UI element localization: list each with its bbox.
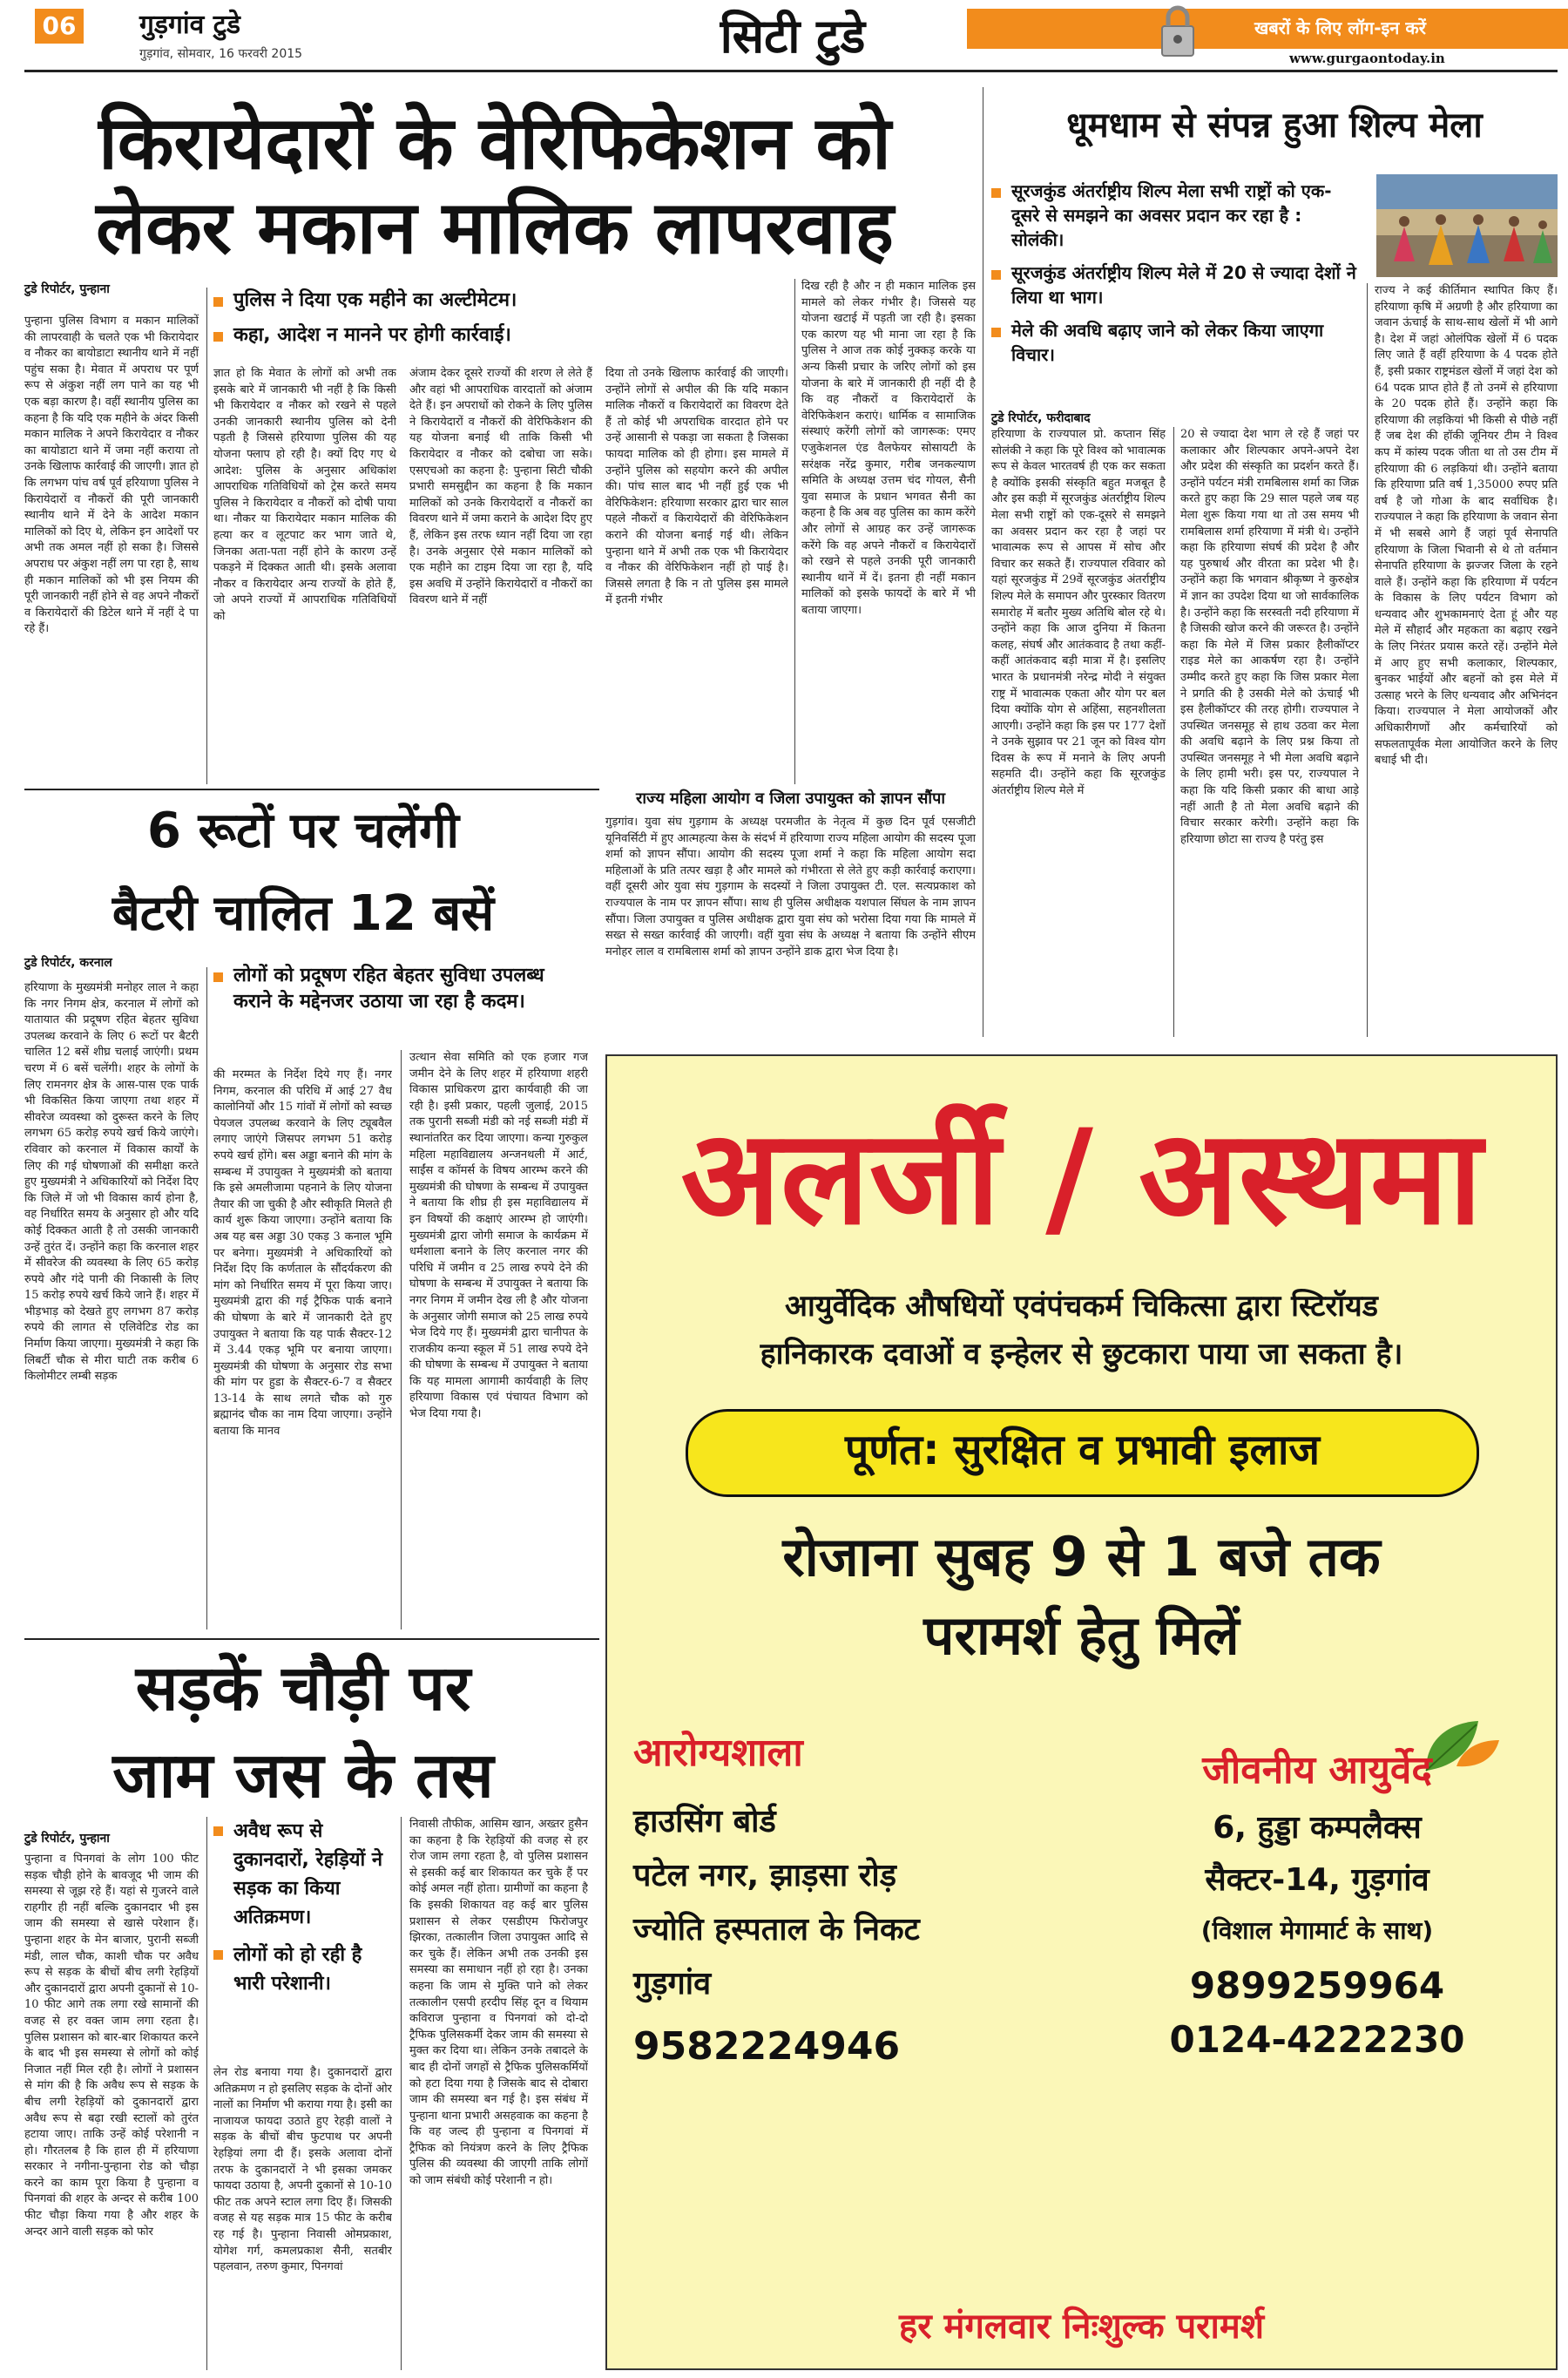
ad-line2: हानिकारक दवाओं व इन्हेलर से छुटकारा पाया जा सकता है। [760,1337,1403,1372]
headline-line2: लेकर मकान मालिक लापरवाह [96,185,894,270]
column-divider [401,1050,402,1629]
byline: टुडे रिपोर्टर, करनाल [24,956,112,970]
login-banner[interactable] [967,9,1568,49]
section-rule [24,789,599,790]
date-line: गुड़गांव, सोमवार, 16 फरवरी 2015 [139,47,303,61]
header-rule [24,70,1558,72]
column-divider [1173,427,1174,1037]
left-clinic-addr2: पटेल नगर, झाड़सा रोड़ [633,1858,897,1894]
lock-icon [1157,3,1199,61]
highlight-box [213,963,588,1024]
right-clinic-phone2[interactable]: 0124-4222230 [1169,2018,1465,2061]
left-clinic-addr1: हाउसिंग बोर्ड [633,1804,776,1839]
left-clinic [633,1727,1051,2076]
headline: धूमधाम से संपन्न हुआ शिल्प मेला [1066,105,1483,146]
right-clinic-addr1: 6, हुड्डा कम्पलैक्स [1213,1810,1422,1846]
website-link[interactable]: www.gurgaontoday.in [1289,51,1445,66]
paper-name: गुड़गांव टुडे [139,10,240,40]
login-text: खबरों के लिए लॉग-इन करें [1254,17,1426,38]
article-column: लेन रोड बनाया गया है। दुकानदारों द्वारा अतिक्रमण न हो इसलिए सड़क के दोनों ओर नालों का निर्माण भी कराया गया है। इसी का नाजायज फायदा उठाते हुए रेहड़ी वालों ने सड़क के बीचों बीच फुटपाथ पर अपनी रेहड़ियां लगा दी हैं। इसके अलावा दोनों तरफ के दुकानदारों ने भी इसका जमकर फायदा उठाया है, अपनी दुकानों से 10-10 फीट तक अपने स्टाल लगा दिए हैं। जिसकी वजह से यह सड़क मात्र 15 फीट के करीब रह गई है। पुन्हाना निवासी ओमप्रकाश, योगेश गर्ग, कमलप्रकाश सैनी, सतबीर पहलवान, तरुण कुमार, पिनगवां [213,2066,392,2274]
brief-headline: राज्य महिला आयोग व जिला उपायुक्त को ज्ञापन सौंपा [636,789,945,808]
ad-line1: आयुर्वेदिक औषधियों एवंपंचकर्म चिकित्सा द्वारा स्टिरॉयड [785,1289,1378,1324]
byline: टुडे रिपोर्टर, फरीदाबाद [991,411,1091,425]
highlight-item: मेले की अवधि बढ़ाए जाने को लेकर किया जाएगा विचार। [991,318,1357,367]
highlight-item: सूरजकुंड अंतर्राष्ट्रीय शिल्प मेले में 20 से ज्यादा देशों ने लिया था भाग। [991,261,1357,309]
right-clinic-name: जीवनीय आयुर्वेद [1202,1748,1432,1792]
fair-photo [1376,174,1558,277]
allergy-asthma-ad[interactable] [605,1054,1558,2370]
column-divider [794,279,795,784]
section-rule [24,1638,599,1640]
article-column: पुन्हाना पुलिस विभाग व मकान मालिकों की लापरवाही के चलते एक भी किरायेदार व नौकर का बायोडाटा स्थानीय थाने में नहीं पहुंच सका है। मेवात में अपराध पर पूर्ण रूप से अंकुश नहीं लग पाने का यह भी एक बड़ा कारण है। वहीं स्थानीय पुलिस का कहना है कि यदि एक महीने के अंदर किसी मकान मालिक ने अपने किरायेदार व नौकर का बायोडाटा थाने में जमा नहीं कराया तो उनके खिलाफ कार्रवाई की जाएगी। ज्ञात हो कि लगभग पांच वर्ष पूर्व हरियाणा पुलिस ने किरायेदारों व नौकरों की पूरी जानकारी स्थानीय थाने में देने के आदेश मकान मालिकों को दिए थे, लेकिन इन आदेशों पर अभी तक अमल नहीं हो सका है। जिससे अपराध पर अंकुश नहीं लग पा रहा है, साथ ही मकान मालिकों को भी इस नियम की पूरी जानकारी नहीं होने से वह अपने नौकरों व किरायेदारों की डिटेल थाने में नहीं दे पा रहे हैं। [24,315,199,636]
column-divider [206,288,207,784]
right-clinic [1095,1745,1539,2067]
article-column: की मरम्मत के निर्देश दिये गए हैं। नगर निगम, करनाल की परिधि में आई 27 वैध कालोनियों और 15 गांवों में लोगों को स्वच्छ पेयजल उपलब्ध करवाने के लिए ट्यूबवैल लगाए जाएंगे जिसपर लगभग 51 करोड़ रुपये खर्च होंगे। बस अड्डा बनाने की मांग के सम्बन्ध में उपायुक्त ने मुख्यमंत्री को बताया कि इसे अमलीजामा पहनाने के लिए योजना तैयार की जा चुकी है और स्वीकृति मिलते ही कार्य शुरू किया जाएगा। उन्होंने बताया कि अब यह बस अड्डा 30 एकड़ 3 कनाल भूमि पर बनेगा। मुख्यमंत्री ने अधिकारियों को निर्देश दिए कि कर्णताल के सौंदर्यकरण की मांग को निर्धारित समय में पूरा किया जाए। मुख्यमंत्री द्वारा की गई ट्रैफिक पार्क बनाने की घोषणा के बारे में जानकारी देते हुए उपायुक्त ने बताया कि यह पार्क सैक्टर-12 में 3.44 एकड़ भूमि पर बनाया जाएगा। मुख्यमंत्री की घोषणा के अनुसार रोड सभा की मांग पर हुडा के सैक्टर-6-7 व सैक्टर 13-14 के साथ लगते चौक को गुरु ब्रह्मानंद चौक का नाम दिया जाएगा। उन्होंने बताया कि मानव [213,1068,392,1439]
section-title: सिटी टुडे [720,9,866,64]
byline: टुडे रिपोर्टर, पुन्हाना [24,1832,110,1846]
article-column: हरियाणा के मुख्यमंत्री मनोहर लाल ने कहा कि नगर निगम क्षेत्र, करनाल में लोगों को यातायात की प्रदूषण रहित बेहतर सुविधा उपलब्ध करवाने के लिए 6 रूटों पर बैटरी चालित 12 बसें शीघ्र चलाई जाएंगी। प्रथम चरण में 6 बसें चलेंगी। शहर के लोगों के लिए रामनगर क्षेत्र के आस-पास एक पार्क भी विकसित किया जाएगा तथा शहर में सीवरेज व्यवस्था को दुरूस्त करने के लिए लगभग 65 करोड़ रुपये खर्च किये जाएंगे। रविवार को करनाल में विकास कार्यों के लिए की गई घोषणाओं की समीक्षा करते हुए मुख्यमंत्री ने अधिकारियों को निर्देश दिए कि जिले में जो भी विकास कार्य होना है, वह निर्धारित समय के अनुसार हो और यदि कोई दिक्कत आती है तो उसकी जानकारी उन्हें तुरंत दें। उन्होंने कहा कि करनाल शहर में सीवरेज की व्यवस्था के लिए 65 करोड़ रुपये और गंदे पानी की निकासी के लिए 15 करोड़ रुपये खर्च किये जाने हैं। शहर में भीड़भाड़ को देखते हुए लगभग 87 करोड़ रुपये की लागत से एलिवेटिड रोड का निर्माण किया जाएगा। मुख्यमंत्री ने कहा कि लिबर्टी चौक से मीरा घाटी तक करीब 6 किलोमीटर लम्बी सड़क [24,981,199,1384]
column-divider [206,967,207,1629]
highlight-item: कहा, आदेश न मानने पर होगी कार्रवाई। [213,322,666,349]
right-clinic-addr2: सैक्टर-14, गुड़गांव [1205,1862,1429,1898]
ad-footer: हर मंगलवार निःशुल्क परामर्श [898,2307,1265,2347]
highlight-item: पुलिस ने दिया एक महीने का अल्टीमेटम। [213,288,666,314]
article-column: हरियाणा के राज्यपाल प्रो. कप्तान सिंह सोलंकी ने कहा कि पूरे विश्व को भावात्मक रूप से केवल भारतवर्ष ही एक कर सकता है क्योंकि इसकी संस्कृति बहुत मजबूत है और इस कड़ी में सूरजकुंड अंतर्राष्ट्रीय शिल्प मेला सभी राष्ट्रों को एक-दूसरे से समझने का अवसर प्रदान कर रहा है जहां पर भावात्मक रूप से आपस में सोच और विचार कर सकते हैं। राज्यपाल रविवार को यहां सूरजकुंड में 29वें सूरजकुंड अंतर्राष्ट्रीय शिल्प मेले के समापन और पुरस्कार वितरण समारोह में बतौर मुख्य अतिथि बोल रहे थे। उन्होंने कहा कि आज दुनिया में कितना कलह, संघर्ष और आतंकवाद है तथा कहीं-कहीं आतंकवाद बड़ी मात्रा में है। इसलिए भारत के प्रधानमंत्री नरेन्द्र मोदी ने संयुक्त राष्ट्र में भावात्मक एकता और योग पर बल दिया क्योंकि योग से अहिंसा, सहनशीलता आएगी। उन्होंने कहा कि इस पर 177 देशों ने उनके सुझाव पर 21 जून को विश्व योग दिवस के रूप में मनाने के लिए अपनी सहमति दी। उन्होंने कहा कि सूरजकुंड अंतर्राष्ट्रीय शिल्प मेले में [991,428,1166,798]
ad-banner-text: पूर्णत: सुरक्षित व प्रभावी इलाज [844,1426,1321,1474]
ad-banner [686,1409,1479,1497]
headline-line2: जाम जस के तस [112,1738,494,1812]
article-column: राज्य ने कई कीर्तिमान स्थापित किए हैं। हरियाणा कृषि में अग्रणी है और हरियाणा का जवान ऊंचाई के साथ-साथ खेलों में भी आगे है। देश में जहां ओलंपिक खेलों में 6 पदक लिए जाते हैं वहीं हरियाणा के 4 पदक होते हैं, इसी प्रकार राष्ट्रमंडल खेलों में जहां देश को 64 पदक प्राप्त होते हैं तो उनमें से हरियाणा के 20 पदक होते हैं। उन्होंने कहा कि हरियाणा की लड़कियां भी किसी से पीछे नहीं हैं जब देश की हॉकी जूनियर टीम ने विश्व कप में कांस्य पदक जीता था तो उस टीम में हरियाणा की 6 लड़कियां थी। उन्होंने बताया कि हरियाणा प्रति वर्ष 1,35000 रुपए प्रति वर्ष है जो गोआ के बाद सर्वाधिक है। राज्यपाल ने कहा कि हरियाणा के जवान सेना में भी सबसे आगे हैं जहां पूर्व सेनापति हरियाणा के जिला भिवानी से थे तो वर्तमान सेनापति हरियाणा के झज्जर जिला के रहने वाले हैं। उन्होंने कहा कि हरियाणा में पर्यटन के विकास के लिए पर्यटन विभाग को धन्यवाद और शुभकामनाएं देता हूं और यह मेले में सौहार्द और महकता का बढ़ाए रखने के लिए निरंतर प्रयास करते रहें। उन्होंने मेले में आए हुए सभी कलाकार, शिल्पकार, बुनकर भाईयों और बहनों को इस मेले में उत्साह भरने के लिए धन्यवाद और अभिनंदन किया। राज्यपाल ने मेला आयोजकों और अधिकारीगणों और कर्मचारियों को सफलतापूर्वक मेला आयोजित करने के लिए बधाई भी दी। [1375,284,1558,768]
brief-commission-memo [605,789,976,1037]
right-clinic-addr3: (विशाल मेगामार्ट के साथ) [1200,1916,1434,1945]
headline-line1: किरायेदारों के वेरिफिकेशन को [98,100,891,186]
left-clinic-addr3: ज्योति हस्पताल के निकट [633,1912,920,1948]
article-column: दिया तो उनके खिलाफ कार्रवाई की जाएगी। उन्होंने लोगों से अपील की कि यदि मकान मालिक नौकरों व किरायेदारों का विवरण देते हैं तो कोई भी अपराधिक वारदात होने पर उन्हें आसानी से पकड़ा जा सकता है जिसका फायदा मालिक को ही होगा। इस मामले में उन्होंने पुलिस को सहयोग करने की अपील की। पांच साल बाद भी नहीं हुई एक भी वेरिफिकेशन: हरियाणा सरकार द्वारा चार साल पहले नौकरों व किरायेदारों की वेरिफिकेशन कराने की योजना बनाई गई थी। लेकिन पुन्हाना थाने में अभी तक एक भी किरायेदार व नौकर की वेरिफिकेशन नहीं हो पाई है। जिससे लगता है कि न तो पुलिस इस मामले में इतनी गंभीर [605,367,788,607]
highlight-box [213,1817,396,2007]
masthead [0,0,1568,70]
article-column: पुन्हाना व पिनगवां के लोग 100 फीट सड़क चौड़ी होने के बावजूद भी जाम की समस्या से जूझ रहे हैं। यहां से गुजरने वाले राहगीर ही नहीं बल्कि दुकानदार भी इस जाम की समस्या से खासे परेशान हैं। पुन्हाना शहर के मेन बाजार, पुरानी सब्जी मंडी, लाल चौक, काशी चौक पर अवैध रूप से सड़क के बीचों बीच लगी रेहड़ियों और दुकानदारों द्वारा अपनी दुकानों से 10-10 फीट आगे तक लगा रखे सामानों की वजह से हर वक्त जाम लगा रहता है। पुलिस प्रशासन को बार-बार शिकायत करने के बाद भी इस समस्या से लोगों को कोई निजात नहीं मिल रही है। लोगों ने प्रशासन से मांग की है कि अवैध रूप से सड़क के बीच लगी रेहड़ियों को दुकानदारों द्वारा अवैध रूप से बढ़ा रखी स्टालों को तुरंत हटाया जाए। ताकि उन्हें कोई परेशानी न हो। गौरतलब है कि हाल ही में हरियाणा सरकार ने नगीना-पुन्हाना रोड को चौड़ा करने का काम पूरा किया है पुन्हाना व पिनगवां की शहर के अन्दर से करीब 100 फीट चौड़ा किया गया है और शहर के अन्दर आने वाली सड़क को फोर [24,1853,199,2239]
headline-line1: 6 रूटों पर चलेंगी [147,803,459,859]
headline-line1: सड़कें चौड़ी पर [135,1651,471,1724]
highlight-item: सूरजकुंड अंतर्राष्ट्रीय शिल्प मेला सभी राष्ट्रों को एक-दूसरे से समझने का अवसर प्रदान कर रहा है : सोलंकी। [991,179,1357,252]
highlight-item: लोगों को प्रदूषण रहित बेहतर सुविधा उपलब्ध कराने के मद्देनजर उठाया जा रहा है कदम। [213,963,588,1015]
highlight-box [213,288,666,357]
article-column: ज्ञात हो कि मेवात के लोगों को अभी तक इसके बारे में जानकारी भी नहीं है कि किसी भी किरायेदार व नौकर को रखने से पहले उनकी जानकारी स्थानीय पुलिस को देनी पड़ती है जिससे हरियाणा पुलिस की यह योजना फ्लाप हो रही है। क्यों दिए गए थे आदेश: पुलिस के अनुसार अधिकांश आपराधिक गतिविधियों को ट्रेस करते समय पुलिस ने किरायेदार व नौकरों को दोषी पाया था। नौकर या किरायेदार मकान मालिक की हत्या कर व लूटपाट कर भाग जाते थे, जिनका अता-पता नहीं होने के कारण उन्हें पकड़ने में दिक्कत आती थी। इसके अलावा नौकर व किरायेदार अन्य राज्यों के होते हैं, जो अपने राज्यों में आपराधिक गतिविधियों को [213,367,396,623]
byline: टुडे रिपोर्टर, पुन्हाना [24,282,110,296]
article-column: अंजाम देकर दूसरे राज्यों की शरण ले लेते हैं और वहां भी आपराधिक वारदातों को अंजाम देते हैं। इन अपराधों को रोकने के लिए पुलिस ने किरायेदारों व नौकरों की वेरिफिकेशन की यह योजना बनाई थी ताकि किसी भी किरायेदार व नौकर को दबोचा जा सके। एसएचओ का कहना है: पुन्हाना सिटी चौकी प्रभारी समसुद्दीन का कहना है कि मकान मालिकों को उनके किरायेदारों व नौकरों का विवरण थाने में जमा कराने के आदेश दिए हुए हैं, लेकिन इस तरफ ध्यान नहीं दिया जा रहा है। उनके अनुसार ऐसे मकान मालिकों को एक महीने का टाइम दिया जा रहा है, यदि इस अवधि में उन्होंने किरायेदारों व नौकरों का विवरण थाने में नहीं [409,367,592,607]
ad-timing-line2: परामर्श हेतु मिलें [923,1603,1240,1667]
headline-line2: बैटरी चालित 12 बसें [112,885,495,942]
left-clinic-phone[interactable]: 9582224946 [633,2024,901,2069]
column-divider [206,1817,207,2370]
article-column: 20 से ज्यादा देश भाग ले रहे हैं जहां पर कलाकार और शिल्पकार अपने-अपने देश और प्रदेश की संस्कृति का प्रदर्शन करते हैं। उन्होंने पर्यटन मंत्री रामबिलास शर्मा का जिक्र करते हुए कहा कि 29 साल पहले जब यह मेला शुरू किया गया था तो उस समय भी रामबिलास शर्मा हरियाणा में मंत्री थे। उन्होंने कहा कि हरियाणा संघर्ष की प्रदेश है और यह पुरुषार्थ और वीरता का प्रदेश भी है। उन्होंने कहा कि भगवान श्रीकृष्ण ने कुरुक्षेत्र में ज्ञान का उपदेश दिया था जो सार्वकालिक है। उन्होंने कहा कि सरस्वती नदी हरियाणा में है जिसकी खोज करने की जरूरत है। उन्होंने कहा कि मेले में जिस प्रकार हैलीकॉप्टर राइड मेले का आकर्षण रहा है। उन्होंने उम्मीद करते हुए कहा कि जिस प्रकार मेला ने प्रगति की है उसकी मेले को ऊंचाई भी इस हैलीकॉप्टर की तरह होगी। राज्यपाल ने उपस्थित जनसमूह से हाथ उठवा कर मेला की अवधि बढ़ाने के लिए प्रश्न किया तो उपस्थित जनसमूह ने भी मेला अवधि बढ़ाने के लिए हामी भरी। इस पर, राज्यपाल ने कहा कि यदि किसी प्रकार की बाधा आड़े नहीं आती है तो मेला अवधि बढ़ाने की विचार सरकार करेगी। उन्होंने कहा कि हरियाणा छोटा सा राज्य है परंतु इस [1180,428,1359,846]
highlight-box [991,179,1357,376]
article-column: दिख रही है और न ही मकान मालिक इस मामले को लेकर गंभीर है। जिससे यह योजना खटाई में पड़ती जा रही है। इसका एक कारण यह भी माना जा रहा है कि पुलिस ने आज तक कोई नुक्कड़ करके या अन्य किसी प्रचार के जरिए लोगों को इस योजना के बारे में जानकारी ही नहीं दी है कि वह नौकरों व किरायेदारों के वेरिफिकेशन कराएं। धार्मिक व सामाजिक संस्थाएं करेंगी लोगों को जागरूक: एमए एजुकेशनल एंड वैलफेयर सोसायटी के सरंक्षक नरेंद्र कुमार, गरीब जनकल्याण समिति के अध्यक्ष उत्तम चंद गोयल, सैनी युवा समाज के प्रधान भगवत सैनी का कहना है कि अब वह पुलिस का काम करेंगे और लोगों से आग्रह कर उन्हें जागरूक करेंगे कि वह अपने नौकरों व किरायेदारों को रखने से पहले उनकी पूरी जानकारी स्थानीय थानें में दें। इतना ही नहीं मकान मालिकों को इसके फायदों के बारे में भी बताया जाएगा। [801,280,976,617]
ad-timing-line1: रोजाना सुबह 9 से 1 बजे तक [782,1525,1381,1589]
highlight-item: लोगों को हो रही है भारी परेशानी। [213,1941,396,1998]
right-clinic-phone1[interactable]: 9899259964 [1189,1964,1445,2007]
highlight-item: अवैध रूप से दुकानदारों, रेहड़ियों ने सड़क का किया अतिक्रमण। [213,1817,396,1932]
brief-text: गुड़गांव। युवा संघ गुड़गाम के अध्यक्ष परमजीत के नेतृत्व में कुछ दिन पूर्व एसजीटी यूनिवर्सिटी में हुए आत्महत्या केस के संदर्भ में हरियाणा राज्य महिला आयोग की सदस्य पूजा शर्मा को ज्ञापन सौंपा। आयोग की सदस्य पूजा शर्मा ने कहा कि महिला आयोग सदा महिलाओं के प्रति तत्पर खड़ा है और मामले को गंभीरता से लेते हुए कड़ी कार्रवाई कराएगा। वहीं दूसरी ओर युवा संघ गुड़गाम के सदस्यों ने जिला उपायुक्त टी. एल. सत्यप्रकाश को राज्यपाल के नाम पर ज्ञापन सौंपा। साथ ही पुलिस अधीक्षक यशपाल सिंघल के नाम ज्ञापन सौंपा। जिला उपायुक्त व पुलिस अधीक्षक द्वारा युवा संघ को भरोसा दिया गया कि मामले में सख्त से सख्त कार्रवाई की जाएगी। वहीं युवा संघ के अध्यक्ष ने बताया कि उन्होंने सीएम मनोहर लाल व रामबिलास शर्मा को ज्ञापन उन्होंने डाक द्वारा भेज दिया है। [605,816,976,959]
column-divider [1367,283,1368,1037]
column-divider [401,1817,402,2370]
article-column: निवासी तौफीक, आसिम खान, अख्तर हुसैन का कहना है कि रेहड़ियों की वजह से हर रोज जाम लगा रहता है, वो पुलिस प्रशासन से इसकी कई बार शिकायत कर चुके हैं पर कोई अमल नहीं होता। ग्रामीणों का कहना है कि इसकी शिकायत वह कई बार पुलिस प्रशासन से लेकर एसडीएम फिरोजपुर झिरका, तत्कालीन जिला उपायुक्त आदि से कर चुके हैं। लेकिन अभी तक उनकी इस समस्या का समाधान नहीं हो रहा है। उनका कहना कि जाम से मुक्ति पाने को लेकर तत्कालीन एसपी हरदीप सिंह दून व थियाम कविराज पुन्हाना व पिनगवां को दो-दो ट्रैफिक पुलिसकर्मी देकर जाम की समस्या से मुक्त कर दिया था। लेकिन उनके तबादले के बाद ही दोनों जगहों से ट्रैफिक पुलिसकर्मियों को हटा दिया गया है जिसके बाद से दोबारा जाम की समस्या बन गई है। इस संबंध में पुन्हाना थाना प्रभारी असहवाक का कहना है कि वह जल्द ही पुन्हाना व पिनगवां में ट्रैफिक को नियंत्रण करने के लिए ट्रैफिक पुलिस की व्यवस्था की जाएगी ताकि लोगों को जाम संबंधी कोई परेशानी न हो। [409,1818,588,2188]
left-clinic-city: गुड़गांव [633,1966,712,2002]
ad-title: अलर्जी / अस्थमा [680,1102,1483,1254]
article-column: उत्थान सेवा समिति को एक हजार गज जमीन देने के लिए शहर में हरियाणा शहरी विकास प्राधिकरण द्वारा कार्यवाही की जा रही है। इसी प्रकार, पहली जुलाई, 2015 तक पुरानी सब्जी मंडी को नई सब्जी मंडी में स्थानांतरित कर दिया जाएगा। कन्या गुरुकुल महिला महाविद्यालय अन्जनथली में आर्ट, साईंस व कॉमर्स के विषय आरम्भ करने की मुख्यमंत्री की घोषणा के सम्बन्ध में उपायुक्त ने बताया कि शीघ्र ही इस महाविद्यालय में इन विषयों की कक्षाएं आरम्भ हो जाएंगी। मुख्यमंत्री द्वारा जोगी समाज के कार्यक्रम में धर्मशाला बनाने के लिए करनाल नगर की परिधि में जमीन व 25 लाख रुपये देने की घोषणा के सम्बन्ध में उपायुक्त ने बताया कि नगर निगम में जमीन देख ली है और योजना के अनुसार जोगी समाज को 25 लाख रुपये भेज दिये गए हैं। मुख्यमंत्री द्वारा चानीपत के राजकीय कन्या स्कूल में 51 लाख रुपये देने की घोषणा के सम्बन्ध में उपायुक्त ने बताया कि यह मामला आगामी कार्यवाही के लिए हरियाणा विकास एवं पंचायत विभाग को भेज दिया गया है। [409,1051,588,1421]
left-clinic-name: आरोग्यशाला [633,1731,803,1775]
page-number: 06 [35,9,84,44]
dancers-image [1376,174,1558,277]
